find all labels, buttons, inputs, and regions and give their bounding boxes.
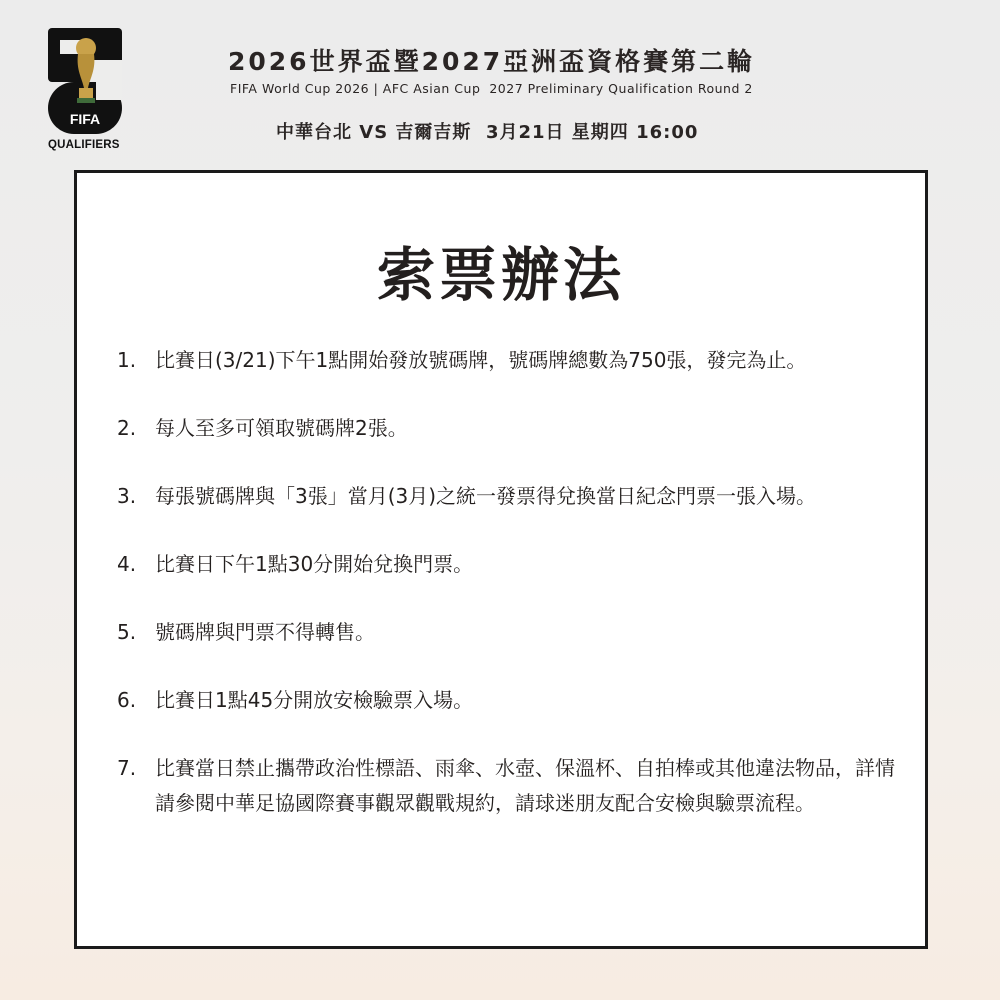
rule-item: [117, 683, 907, 718]
rule-item: [117, 547, 907, 582]
rule-number: 1.: [117, 348, 137, 372]
rule-text: 每人至多可領取號碼牌2張。: [155, 416, 408, 440]
rule-number: 6.: [117, 688, 137, 712]
fifa-logo-text: FIFA: [69, 111, 101, 127]
event-subtitle: FIFA World Cup 2026 | AFC Asian Cup 2027 Preliminary Qualification Round 2: [230, 81, 753, 96]
ticket-rules-panel: [74, 170, 928, 949]
rules-list: [117, 343, 907, 854]
rule-text: 號碼牌與門票不得轉售。: [155, 620, 375, 644]
fifa-world-cup-2026-logo-icon: [46, 26, 124, 154]
rule-number: 5.: [117, 620, 137, 644]
rule-item: [117, 751, 907, 821]
rule-text: 比賽日下午1點30分開始兌換門票。: [155, 552, 474, 576]
qualifiers-caption: QUALIFIERS: [48, 139, 120, 151]
rule-number: 7.: [117, 756, 137, 780]
rule-number: 4.: [117, 552, 137, 576]
panel-title: 索票辦法: [376, 241, 625, 309]
rule-number: 3.: [117, 484, 137, 508]
match-info: 中華台北 VS 吉爾吉斯 3月21日 星期四 16:00: [276, 122, 699, 143]
rule-text: 比賽當日禁止攜帶政治性標語、雨傘、水壺、保溫杯、自拍棒或其他違法物品，詳情請參閱中華足協國際賽事觀眾觀戰規約，請球迷朋友配合安檢與驗票流程。: [155, 756, 895, 815]
rule-text: 每張號碼牌與「3張」當月(3月)之統一發票得兌換當日紀念門票一張入場。: [155, 484, 817, 508]
rule-item: [117, 615, 907, 650]
event-title: 2026世界盃暨2027亞洲盃資格賽第二輪: [228, 47, 756, 76]
rule-text: 比賽日1點45分開放安檢驗票入場。: [155, 688, 474, 712]
rule-item: [117, 479, 907, 514]
rule-number: 2.: [117, 416, 137, 440]
rule-item: [117, 411, 907, 446]
rule-text: 比賽日(3/21)下午1點開始發放號碼牌，號碼牌總數為750張，發完為止。: [155, 348, 807, 372]
rule-item: [117, 343, 907, 378]
